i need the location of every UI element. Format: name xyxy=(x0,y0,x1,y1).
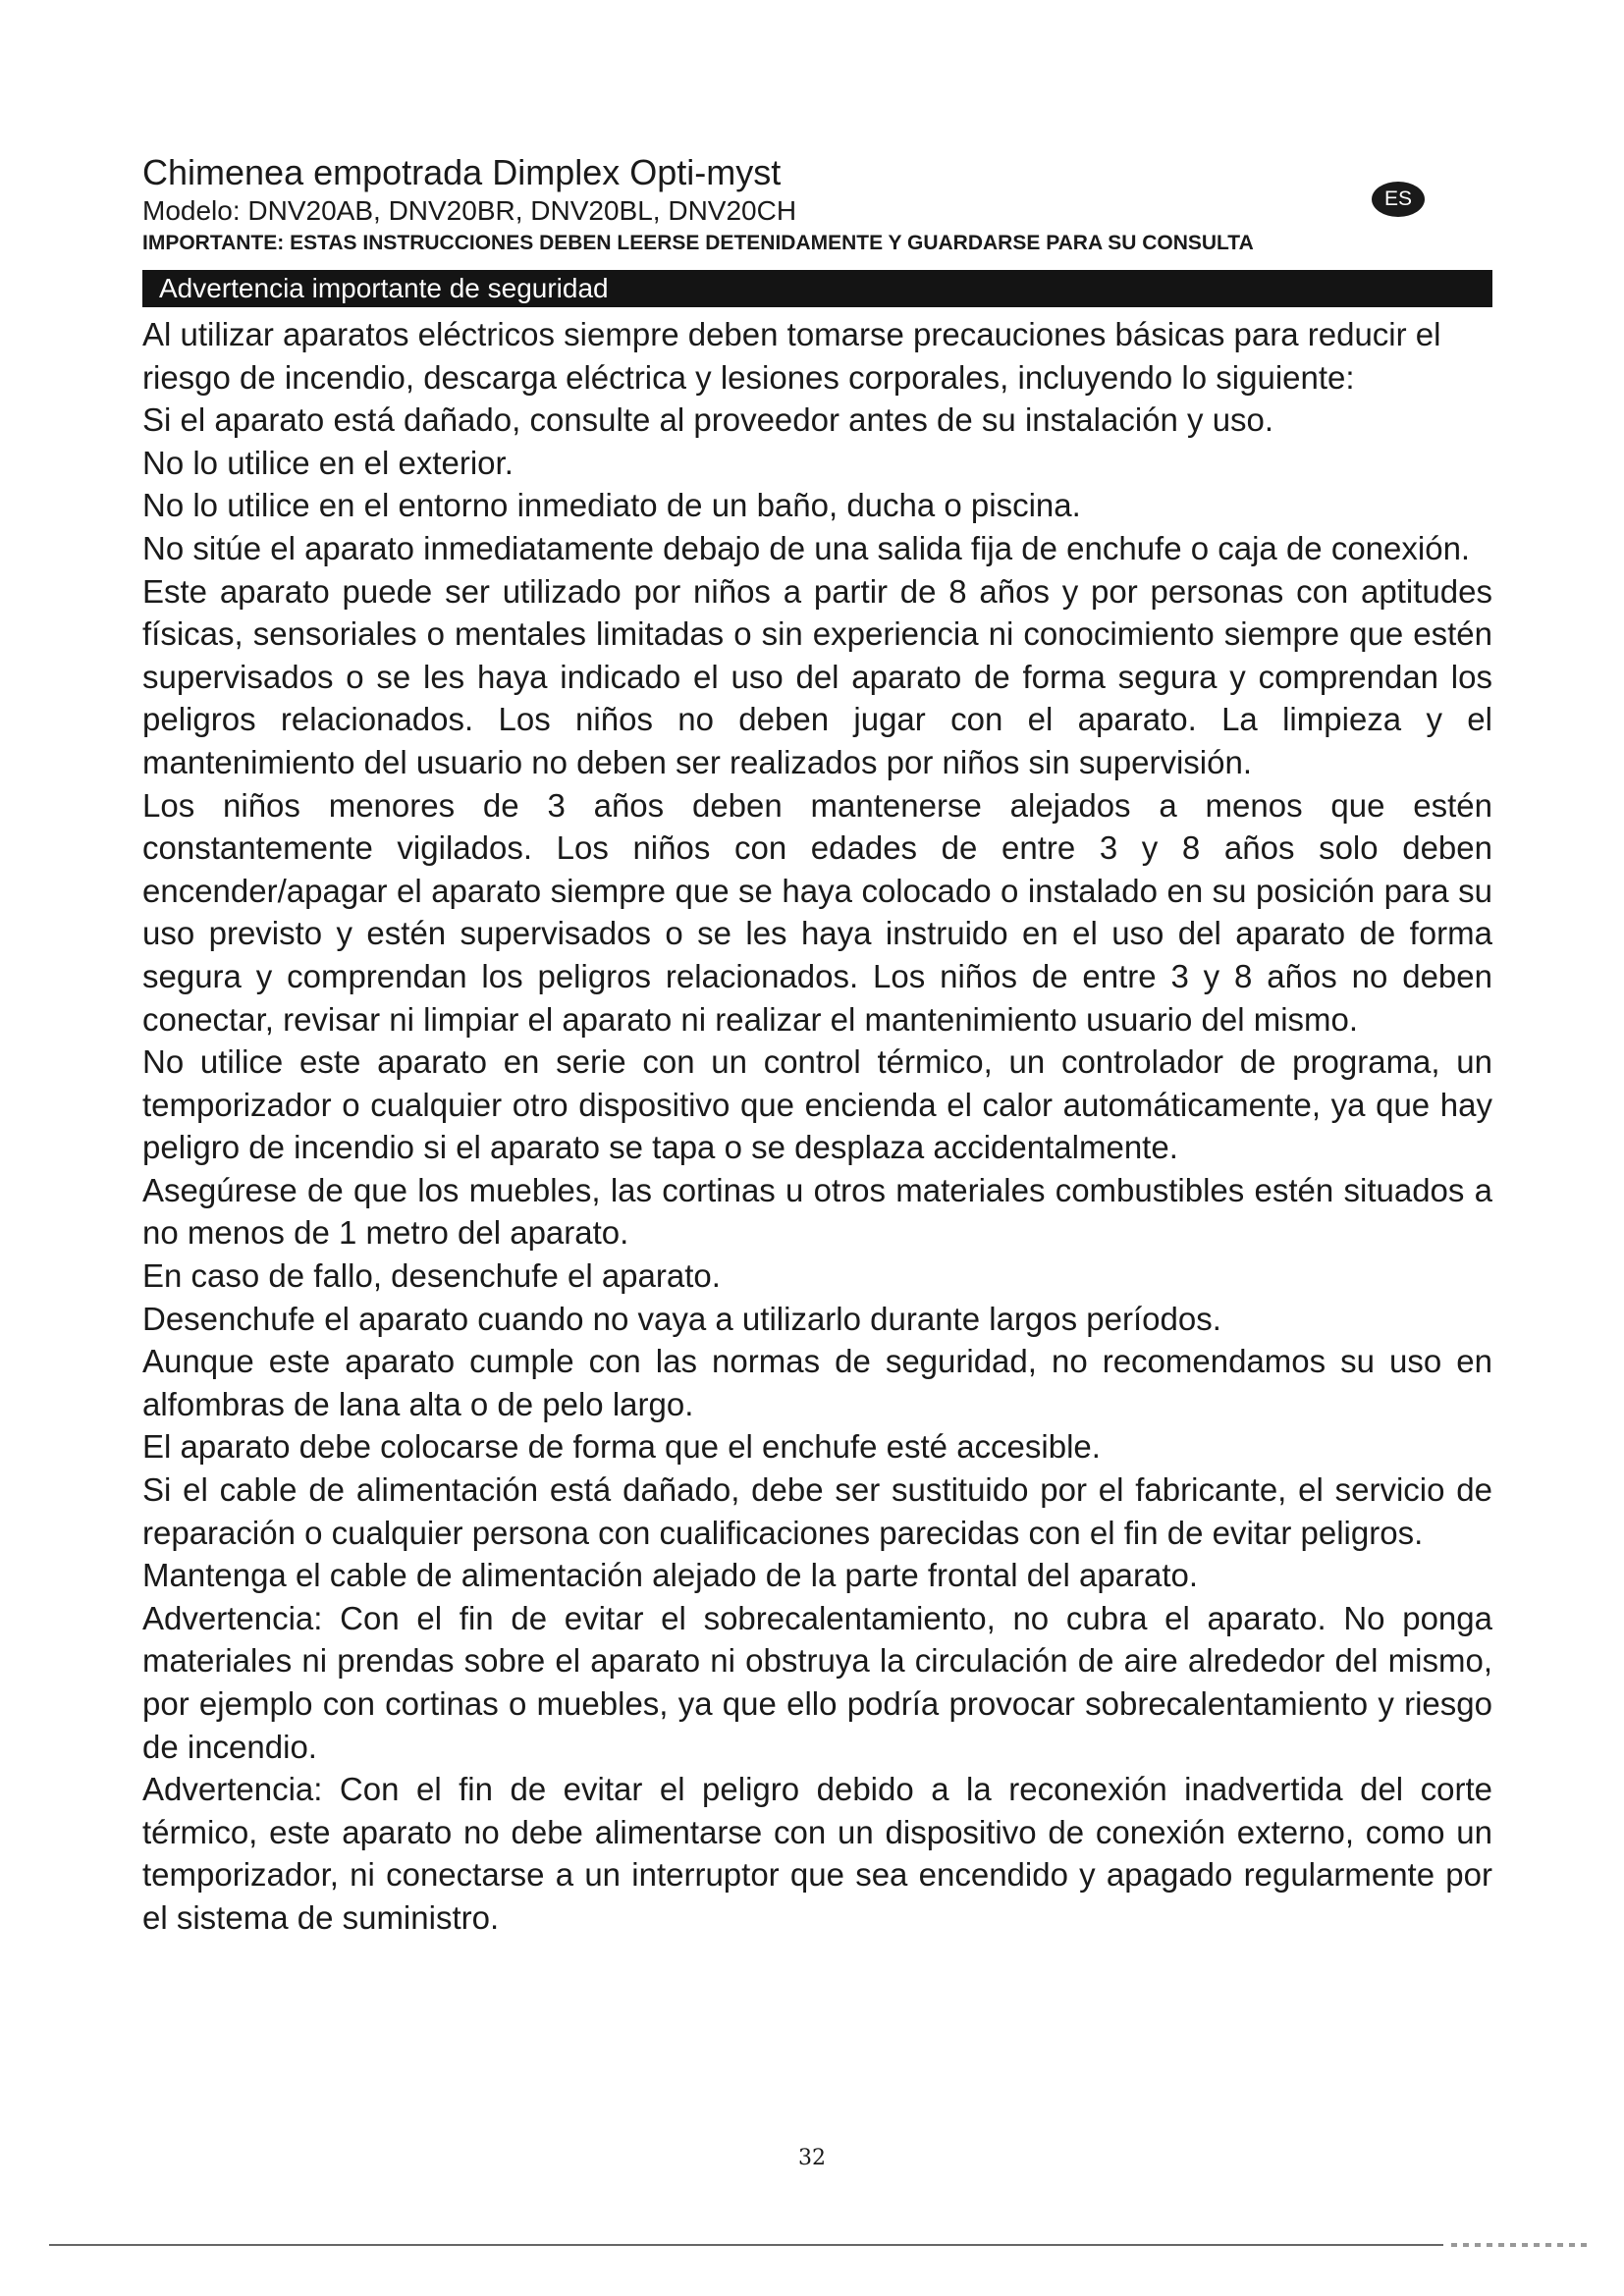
model-line: Modelo: DNV20AB, DNV20BR, DNV20BL, DNV20CH xyxy=(142,195,797,226)
paragraph: No lo utilice en el exterior. xyxy=(142,444,514,481)
paragraph: Este aparato puede ser utilizado por niños a partir de 8 años y por personas con aptitudes físicas, sensoriales o mentales limitadas o sin experiencia ni conocimiento siempre que estén supervisados o se les haya indicado el uso del aparato de forma segura y comprendan los peligros relacionados. Los niños no deben jugar con el aparato. La limpieza y el mantenimiento del usuario no deben ser realizados por niños sin supervisión. xyxy=(142,572,1492,780)
paragraph: Advertencia: Con el fin de evitar el peligro debido a la reconexión inadvertida del corte térmico, este aparato no debe alimentarse con un dispositivo de conexión externo, como un temporizador, ni conectarse a un interruptor que sea encendido y apagado regularmente por el sistema de suministro. xyxy=(142,1771,1492,1936)
paragraph: Los niños menores de 3 años deben mantenerse alejados a menos que estén constantemente vigilados. Los niños con edades de entre 3 y 8 años solo deben encender/apagar el aparato siempre que se haya colocado o instalado en su posición para su uso previsto y estén supervisados o se les haya instruido en el uso del aparato de forma segura y comprendan los peligros relacionados. Los niños de entre 3 y 8 años no deben conectar, revisar ni limpiar el aparato ni realizar el mantenimiento usuario del mismo. xyxy=(142,786,1492,1038)
paragraph: Mantenga el cable de alimentación alejado de la parte frontal del aparato. xyxy=(142,1557,1199,1594)
document-title: Chimenea empotrada Dimplex Opti-myst xyxy=(142,152,782,192)
language-badge: ES xyxy=(1372,182,1425,217)
document-page xyxy=(142,152,1492,1940)
paragraph: No utilice este aparato en serie con un control térmico, un controlador de programa, un temporizador o cualquier otro dispositivo que encienda el calor automáticamente, ya que hay peligro de incendio si el aparato se tapa o se desplaza accidentalmente. xyxy=(142,1043,1492,1166)
paragraph: Si el aparato está dañado, consulte al proveedor antes de su instalación y uso. xyxy=(142,401,1274,439)
footer-marks xyxy=(1451,2243,1589,2247)
paragraph: En caso de fallo, desenchufe el aparato. xyxy=(142,1257,721,1295)
paragraph: Asegúrese de que los muebles, las cortinas u otros materiales combustibles estén situados a no menos de 1 metro del aparato. xyxy=(142,1171,1492,1252)
footer-divider xyxy=(49,2244,1443,2246)
paragraph: No lo utilice en el entorno inmediato de un baño, ducha o piscina. xyxy=(142,487,1081,524)
paragraph: Al utilizar aparatos eléctricos siempre deben tomarse precauciones básicas para reducir el riesgo de incendio, descarga eléctrica y lesiones corporales, incluyendo lo siguiente: xyxy=(142,316,1441,396)
paragraph: Advertencia: Con el fin de evitar el sobrecalentamiento, no cubra el aparato. No ponga materiales ni prendas sobre el aparato ni obstruya la circulación de aire alrededor del mismo, por ejemplo con cortinas o muebles, ya que ello podría provocar sobrecalentamiento y riesgo de incendio. xyxy=(142,1599,1492,1765)
paragraph: Aunque este aparato cumple con las normas de seguridad, no recomendamos su uso en alfombras de lana alta o de pelo largo. xyxy=(142,1343,1492,1422)
section-heading: Advertencia importante de seguridad xyxy=(142,270,1492,307)
page-number: 32 xyxy=(798,2146,826,2170)
paragraph: Desenchufe el aparato cuando no vaya a utilizarlo durante largos períodos. xyxy=(142,1300,1221,1337)
paragraph: El aparato debe colocarse de forma que el enchufe esté accesible. xyxy=(142,1428,1101,1466)
paragraph: No sitúe el aparato inmediatamente debajo de una salida fija de enchufe o caja de conexión. xyxy=(142,529,1471,566)
paragraph: Si el cable de alimentación está dañado, debe ser sustituido por el fabricante, el servicio de reparación o cualquier persona con cualificaciones parecidas con el fin de evitar peligros. xyxy=(142,1471,1492,1551)
safety-text xyxy=(142,313,1492,1940)
important-notice: IMPORTANTE: ESTAS INSTRUCCIONES DEBEN LEERSE DETENIDAMENTE Y GUARDARSE PARA SU CONSULTA xyxy=(142,232,1254,254)
